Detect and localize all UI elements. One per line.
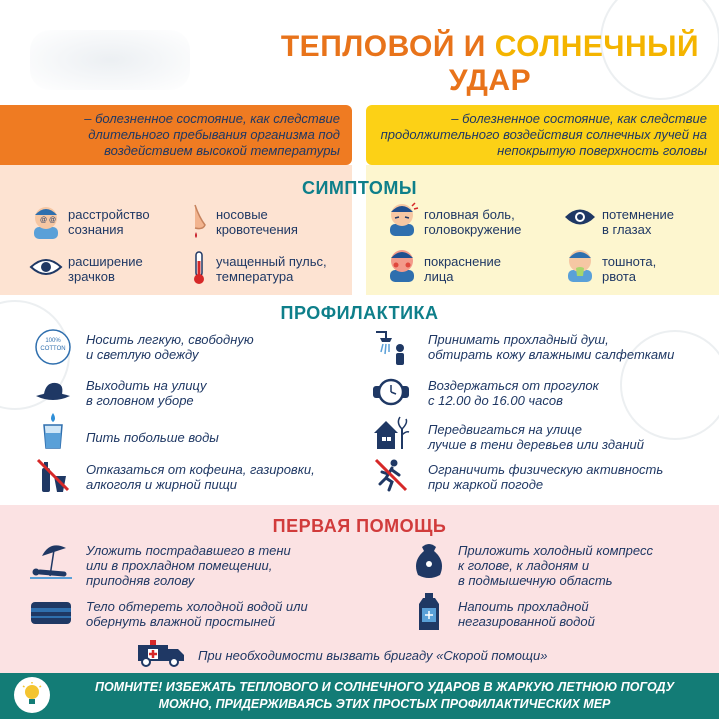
nose-bleed-icon xyxy=(184,203,214,239)
prevention-clothing: Носить легкую, свободную и светлую одежду xyxy=(86,332,254,362)
prevention-water: Пить побольше воды xyxy=(86,430,219,445)
symptom-headache: головная боль, головокружение xyxy=(424,207,522,237)
symptom-redness: покраснение лица xyxy=(424,254,501,284)
first-aid-shade: Уложить пострадавшего в тени или в прохладном помещении, приподняв голову xyxy=(86,543,291,588)
page-title xyxy=(270,30,710,98)
svg-text:@ @: @ @ xyxy=(40,217,57,224)
symptom-pupils: расширение зрачков xyxy=(68,254,143,284)
first-aid-drink-water: Напоить прохладной негазированной водой xyxy=(458,599,595,629)
dizzy-face-icon xyxy=(28,203,64,239)
symptom-darkening: потемнение в глазах xyxy=(602,207,675,237)
symptom-confusion: расстройство сознания xyxy=(68,207,150,237)
no-drinks-icon xyxy=(34,456,72,494)
water-glass-icon xyxy=(38,412,68,450)
first-aid-wet-towel: Тело обтереть холодной водой или обернуть влажной простыней xyxy=(86,599,308,629)
prevention-no-drinks: Отказаться от кофеина, газировки, алкоголя и жирной пищи xyxy=(86,462,315,492)
ambulance-icon xyxy=(136,638,186,668)
ice-bag-icon xyxy=(410,540,448,580)
first-aid-cold-compress: Приложить холодный компресс к голове, к ладоням и в подмышечную область xyxy=(458,543,653,588)
hat-icon xyxy=(34,378,72,408)
sun-stroke-definition: – болезненное состояние, как следствие продолжительного воздействия солнечных лучей на непокрытую поверхность головы xyxy=(366,105,719,165)
heat-stroke-definition: – болезненное состояние, как следствие длительного пребывания организма под воздействием высокой температуры xyxy=(0,105,352,165)
prevention-shower: Принимать прохладный душ, обтирать кожу влажными салфетками xyxy=(428,332,675,362)
dark-eye-icon xyxy=(562,204,598,230)
prevention-shade: Передвигаться на улице лучше в тени деревьев или зданий xyxy=(428,422,644,452)
title-part-stroke: УДАР xyxy=(448,64,532,97)
house-tree-icon xyxy=(372,414,410,452)
title-part-heat: ТЕПЛОВОЙ И xyxy=(280,30,495,63)
prevention-limit-activity: Ограничить физическую активность при жаркой погоде xyxy=(428,462,664,492)
footer-banner xyxy=(0,673,719,719)
prevention-title: ПРОФИЛАКТИКА xyxy=(280,303,439,323)
nausea-icon xyxy=(562,246,598,282)
lying-person-umbrella-icon xyxy=(28,542,74,582)
towel-icon xyxy=(28,596,74,630)
blurred-logo xyxy=(30,30,190,90)
symptom-nosebleed: носовые кровотечения xyxy=(216,207,298,237)
symptoms-title: СИМПТОМЫ xyxy=(301,178,418,198)
prevention-hat: Выходить на улицу в головном уборе xyxy=(86,378,207,408)
footer-text: ПОМНИТЕ! ИЗБЕЖАТЬ ТЕПЛОВОГО И СОЛНЕЧНОГО УДАРОВ В ЖАРКУЮ ЛЕТНЮЮ ПОГОДУ МОЖНО, ПРИДЕРЖИВАЯСЬ ЭТИХ ПРОСТЫХ ПРОФИЛАКТИЧЕСКИХ МЕР xyxy=(94,680,675,711)
thermometer-icon xyxy=(184,250,214,286)
lightbulb-icon xyxy=(14,677,50,713)
red-face-icon xyxy=(384,246,420,282)
symptom-pulse: учащенный пульс, температура xyxy=(216,254,327,284)
title-part-sun: СОЛНЕЧНЫЙ xyxy=(494,30,700,63)
first-aid-title: ПЕРВАЯ ПОМОЩЬ xyxy=(272,516,447,536)
prevention-avoid-walks: Воздержаться от прогулок с 12.00 до 16.00 часов xyxy=(428,378,599,408)
cotton-badge-text: 100% COTTON xyxy=(40,338,66,352)
watch-icon xyxy=(372,377,410,407)
first-aid-ambulance: При необходимости вызвать бригаду «Скорой помощи» xyxy=(198,648,548,663)
symptom-nausea: тошнота, рвота xyxy=(602,254,657,284)
water-bottle-icon xyxy=(414,592,444,632)
shower-icon xyxy=(372,328,410,366)
headache-icon xyxy=(384,200,420,236)
no-running-icon xyxy=(372,456,410,494)
eye-icon xyxy=(28,254,64,280)
